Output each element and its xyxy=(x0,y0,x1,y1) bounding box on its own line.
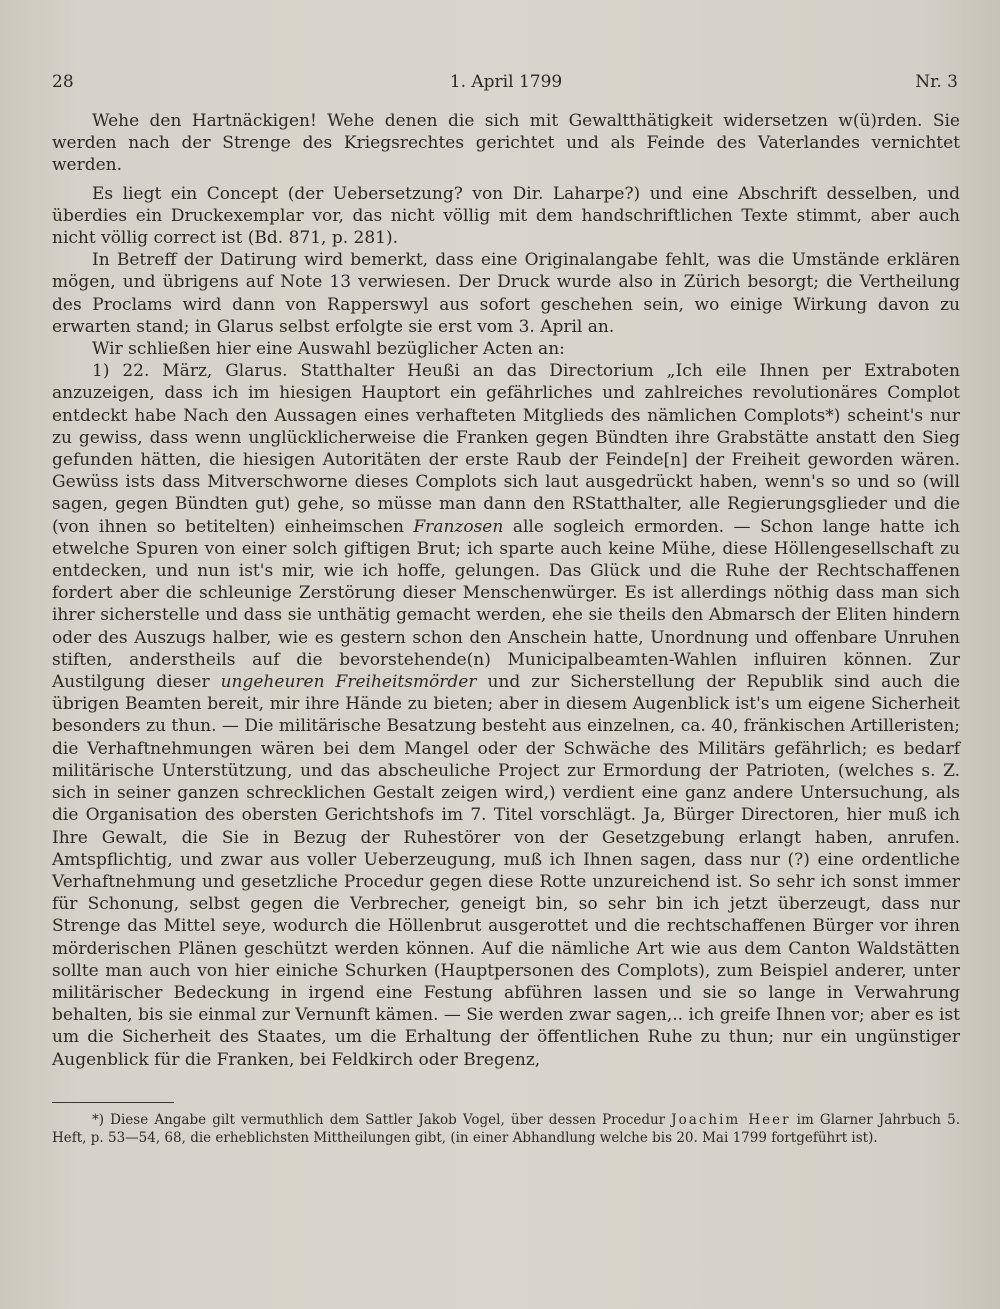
footnote xyxy=(52,1112,960,1147)
paragraph-intro: Wir schließen hier eine Auswahl bezüglicher Acten an: xyxy=(92,339,565,360)
body-text xyxy=(52,110,960,1071)
footnote-paragraph xyxy=(52,1112,960,1147)
footnote-divider xyxy=(52,1102,174,1103)
running-header xyxy=(52,72,960,96)
paragraph-warning: Wehe den Hartnäckigen! Wehe denen die sich mit Gewaltthätigkeit widersetzen w(ü)rden. Sie werden nach der Strenge des Kriegsrechtes gerichtet und als Feinde des Vaterlandes vernichtet werden. xyxy=(52,111,960,176)
paragraph-concept: Es liegt ein Concept (der Uebersetzung? von Dir. Laharpe?) und eine Abschrift desselben, und überdies ein Druckexemplar vor, das nicht völlig mit dem handschriftlichen Texte stimmt, aber auch nicht völlig correct ist (Bd. 871, p. 281). xyxy=(52,183,960,249)
header-date: 1. April 1799 xyxy=(449,72,563,92)
footnote-text-part1: *) Diese Angabe gilt vermuthlich dem Sattler Jakob Vogel, über dessen Procedur xyxy=(92,1112,672,1128)
report-text-part2: alle sogleich ermorden. — Schon lange hatte ich etwelche Spuren von einer solch giftigen Brut; ich sparte auch keine Mühe, diese Höllengesellschaft zu entdecken, und nun ist's mir, wie ich hoffe, gelungen. Das Glück und die Ruhe der Rechtschaffenen fordert aber die schleunige Zerstörung dieser Menschenwürger. Es ist allerdings nöthig dass man sich ihrer sicherstelle und dass sie unthätig gemacht werden, ehe sie theils den Abmarsch der Eliten hindern oder des Auszugs halber, wie es gestern schon den Anschein hatte, Unordnung und offenbare Unruhen stiften, anderstheils auf die bevorstehende(n) Municipalbeamten-Wahlen influiren können. Zur Austilgung dieser xyxy=(52,516,960,693)
report-text-part3: und zur Sicherstellung der Republik sind auch die übrigen Beamten bereit, mir ihre Hände zu bieten; aber in diesem Augenblick ist's um eigene Sicherheit besonders zu thun. — Die militärische Besatzung besteht aus einzelnen, ca. 40, fränkischen Artilleristen; die Verhaftnehmungen wären bei dem Mangel oder der Schwäche des Militärs gefährlich; es bedarf militärische Unterstützung, und das abscheuliche Project zur Ermordung der Patrioten, (welches s. Z. sich in seiner ganzen schrecklichen Gestalt zeigen wird,) verdient eine ganz andere Untersuchung, als die Organisation des obersten Gerichtshofs im 7. Titel vorschlägt. Ja, Bürger Directoren, hier muß ich Ihre Gewalt, die Sie in Bezug der Ruhestörer von der Gesetzgebung erlangt haben, anrufen. Amtspflichtig, und zwar aus voller Ueberzeugung, muß ich Ihnen sagen, dass nur (?) eine ordentliche Verhaftnehmung und gesetzliche Procedur gegen diese Rotte unzureichend ist. So sehr ich sonst immer für Schonung, selbst gegen die Verbrecher, geneigt bin, so sehr bin ich jetzt überzeugt, dass nur Strenge das Mittel seye, wodurch die Höllenbrut ausgerottet und die rechtschaffenen Bürger vor ihren mörderischen Plänen geschützt werden können. Auf die nämliche Art wie aus dem Canton Waldstätten sollte man auch von hier einiche Schurken (Hauptpersonen des Complots), zum Beispiel anderer, unter militärischer Bedeckung in irgend eine Festung abführen lassen und sie so lange in Verwahrung behalten, bis sie einmal zur Vernunft kämen. — Sie werden zwar sagen,.. ich greife Ihnen vor; aber es ist um die Sicherheit des Staates, um die Erhaltung der öffentlichen Ruhe zu thun; nur ein ungünstiger Augenblick für die Franken, bei Feldkirch oder Bregenz, xyxy=(52,672,961,1070)
page-number: 28 xyxy=(52,72,74,92)
report-text-part1: 1) 22. März, Glarus. Statthalter Heußi an das Directorium „Ich eile Ihnen per Extraboten anzuzeigen, dass ich im hiesigen Hauptort ein gefährliches und zahlreiches revolutionäres Complot entdeckt habe Nach den Aussagen eines verhafteten Mitglieds des nämlichen Complots*) scheint's nur zu gewiss, dass wenn unglücklicherweise die Franken gegen Bündten ihre Grabstätte anstatt den Sieg gefunden hätten, die hiesigen Autoritäten der erste Raub der Feinde[n] der Freiheit geworden wären. Gewüss ists dass Mitverschworne dieses Complots sich laut ausgedrückt haben, wenn's so und so (will sagen, gegen Bündten gut) gehe, so müsse man dann den RStatthalter, alle Regierungsglieder und die (von ihnen so betitelten) einheimschen xyxy=(52,361,960,537)
paragraph-dating: In Betreff der Datirung wird bemerkt, dass eine Originalangabe fehlt, was die Umstände erklären mögen, und übrigens auf Note 13 verwiesen. Der Druck wurde also in Zürich besorgt; die Vertheilung des Proclams wird dann von Rapperswyl aus sofort geschehen sein, wo einige Wirkung davon zu erwarten stand; in Glarus selbst erfolgte sie erst vom 3. April an. xyxy=(52,250,960,337)
report-italic-freiheitsmoerder: ungeheuren Freiheitsmörder xyxy=(220,672,477,693)
issue-number: Nr. 3 xyxy=(915,72,958,92)
report-italic-franzosen: Franzosen xyxy=(413,516,504,537)
footnote-text-part2: im Glarner Jahrbuch 5. Heft, p. 53—54, 68, die erheblichsten Mittheilungen gibt, (in einer Abhandlung welche bis 20. Mai 1799 fortgeführt ist). xyxy=(52,1112,960,1146)
paragraph-report xyxy=(52,360,960,1071)
footnote-spaced-name: Joachim Heer xyxy=(671,1112,791,1128)
